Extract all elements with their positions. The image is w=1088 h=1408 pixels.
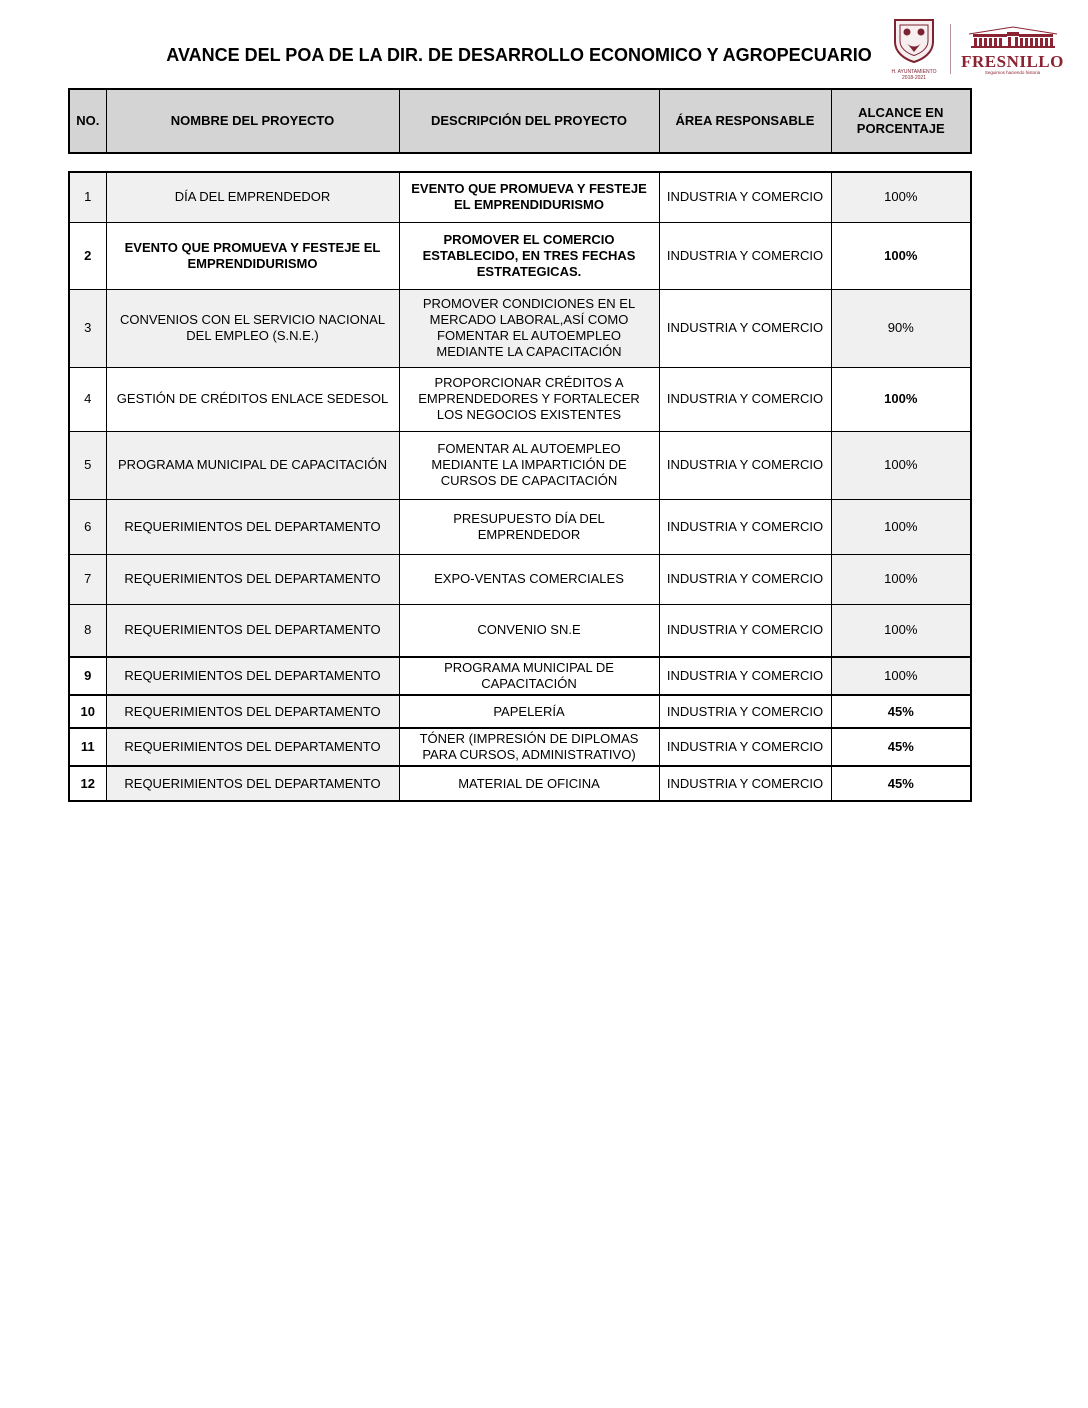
row-area-cell: INDUSTRIA Y COMERCIO [659,657,831,695]
table-row [69,604,971,657]
page-title: AVANCE DEL POA DE LA DIR. DE DESARROLLO ECONOMICO Y AGROPECUARIO [166,45,872,65]
row-descripcion-cell: PROMOVER EL COMERCIO ESTABLECIDO, EN TRES FECHAS ESTRATEGICAS. [399,222,659,289]
row-alcance-cell: 100% [831,222,971,289]
table-row [69,431,971,499]
row-alcance-cell: 100% [831,604,971,657]
header-area: ÁREA RESPONSABLE [659,89,831,153]
row-nombre-cell: REQUERIMIENTOS DEL DEPARTAMENTO [106,657,399,695]
crest-caption-line2: 2018-2021 [902,75,926,81]
row-no-cell: 5 [69,431,106,499]
row-no-cell: 8 [69,604,106,657]
table-row [69,766,971,801]
row-no-cell: 1 [69,172,106,222]
row-no-cell: 4 [69,367,106,431]
row-nombre-cell: GESTIÓN DE CRÉDITOS ENLACE SEDESOL [106,367,399,431]
row-area-cell: INDUSTRIA Y COMERCIO [659,289,831,367]
row-alcance-cell: 45% [831,728,971,766]
row-descripcion-cell: EVENTO QUE PROMUEVA Y FESTEJE EL EMPRENDIDURISMO [399,172,659,222]
row-descripcion-cell: CONVENIO SN.E [399,604,659,657]
poa-table-body [69,172,971,801]
row-nombre-cell: REQUERIMIENTOS DEL DEPARTAMENTO [106,554,399,604]
row-descripcion-cell: PROGRAMA MUNICIPAL DE CAPACITACIÓN [399,657,659,695]
row-area-cell: INDUSTRIA Y COMERCIO [659,554,831,604]
table-row [69,657,971,695]
row-area-cell: INDUSTRIA Y COMERCIO [659,766,831,801]
row-area-cell: INDUSTRIA Y COMERCIO [659,222,831,289]
header-row [69,89,971,153]
row-nombre-cell: DÍA DEL EMPRENDEDOR [106,172,399,222]
row-descripcion-cell: FOMENTAR AL AUTOEMPLEO MEDIANTE LA IMPARTICIÓN DE CURSOS DE CAPACITACIÓN [399,431,659,499]
table-row [69,172,971,222]
row-nombre-cell: REQUERIMIENTOS DEL DEPARTAMENTO [106,728,399,766]
row-nombre-cell: EVENTO QUE PROMUEVA Y FESTEJE EL EMPRENDIDURISMO [106,222,399,289]
row-nombre-cell: PROGRAMA MUNICIPAL DE CAPACITACIÓN [106,431,399,499]
row-no-cell: 12 [69,766,106,801]
row-no-cell: 11 [69,728,106,766]
row-area-cell: INDUSTRIA Y COMERCIO [659,695,831,728]
header-descripcion: DESCRIPCIÓN DEL PROYECTO [399,89,659,153]
row-nombre-cell: CONVENIOS CON EL SERVICIO NACIONAL DEL EMPLEO (S.N.E.) [106,289,399,367]
row-descripcion-cell: PROMOVER CONDICIONES EN EL MERCADO LABORAL,ASÍ COMO FOMENTAR EL AUTOEMPLEO MEDIANTE LA CAPACITACIÓN [399,289,659,367]
fresnillo-tagline: Seguimos haciendo historia [984,70,1041,75]
row-no-cell: 3 [69,289,106,367]
table-row [69,222,971,289]
fresnillo-wordmark: FRESNILLO [961,52,1064,71]
row-no-cell: 10 [69,695,106,728]
row-area-cell: INDUSTRIA Y COMERCIO [659,604,831,657]
row-alcance-cell: 90% [831,289,971,367]
header-no: NO. [69,89,106,153]
row-area-cell: INDUSTRIA Y COMERCIO [659,367,831,431]
row-no-cell: 6 [69,499,106,554]
row-area-cell: INDUSTRIA Y COMERCIO [659,728,831,766]
row-no-cell: 7 [69,554,106,604]
fresnillo-logo [960,26,1065,76]
row-descripcion-cell: PROPORCIONAR CRÉDITOS A EMPRENDEDORES Y FORTALECER LOS NEGOCIOS EXISTENTES [399,367,659,431]
row-descripcion-cell: TÓNER (IMPRESIÓN DE DIPLOMAS PARA CURSOS, ADMINISTRATIVO) [399,728,659,766]
poa-header-table [68,88,972,154]
table-row [69,499,971,554]
table-row [69,289,971,367]
row-nombre-cell: REQUERIMIENTOS DEL DEPARTAMENTO [106,604,399,657]
header-nombre: NOMBRE DEL PROYECTO [106,89,399,153]
table-row [69,367,971,431]
table-row [69,728,971,766]
row-area-cell: INDUSTRIA Y COMERCIO [659,499,831,554]
row-area-cell: INDUSTRIA Y COMERCIO [659,172,831,222]
row-no-cell: 9 [69,657,106,695]
row-alcance-cell: 100% [831,431,971,499]
row-nombre-cell: REQUERIMIENTOS DEL DEPARTAMENTO [106,695,399,728]
row-alcance-cell: 100% [831,554,971,604]
fresnillo-building-icon [967,35,1059,52]
poa-body-table [68,171,972,802]
row-descripcion-cell: PAPELERÍA [399,695,659,728]
table-row [69,695,971,728]
crest-caption-line1: H. AYUNTAMIENTO [891,69,937,75]
table-row [69,554,971,604]
row-nombre-cell: REQUERIMIENTOS DEL DEPARTAMENTO [106,499,399,554]
row-descripcion-cell: PRESUPUESTO DÍA DEL EMPRENDEDOR [399,499,659,554]
header-alcance: ALCANCE EN PORCENTAJE [831,89,971,153]
row-alcance-cell: 100% [831,172,971,222]
row-alcance-cell: 100% [831,499,971,554]
row-descripcion-cell: MATERIAL DE OFICINA [399,766,659,801]
row-descripcion-cell: EXPO-VENTAS COMERCIALES [399,554,659,604]
row-alcance-cell: 100% [831,367,971,431]
row-alcance-cell: 45% [831,766,971,801]
row-area-cell: INDUSTRIA Y COMERCIO [659,431,831,499]
row-nombre-cell: REQUERIMIENTOS DEL DEPARTAMENTO [106,766,399,801]
row-alcance-cell: 100% [831,657,971,695]
row-alcance-cell: 45% [831,695,971,728]
row-no-cell: 2 [69,222,106,289]
